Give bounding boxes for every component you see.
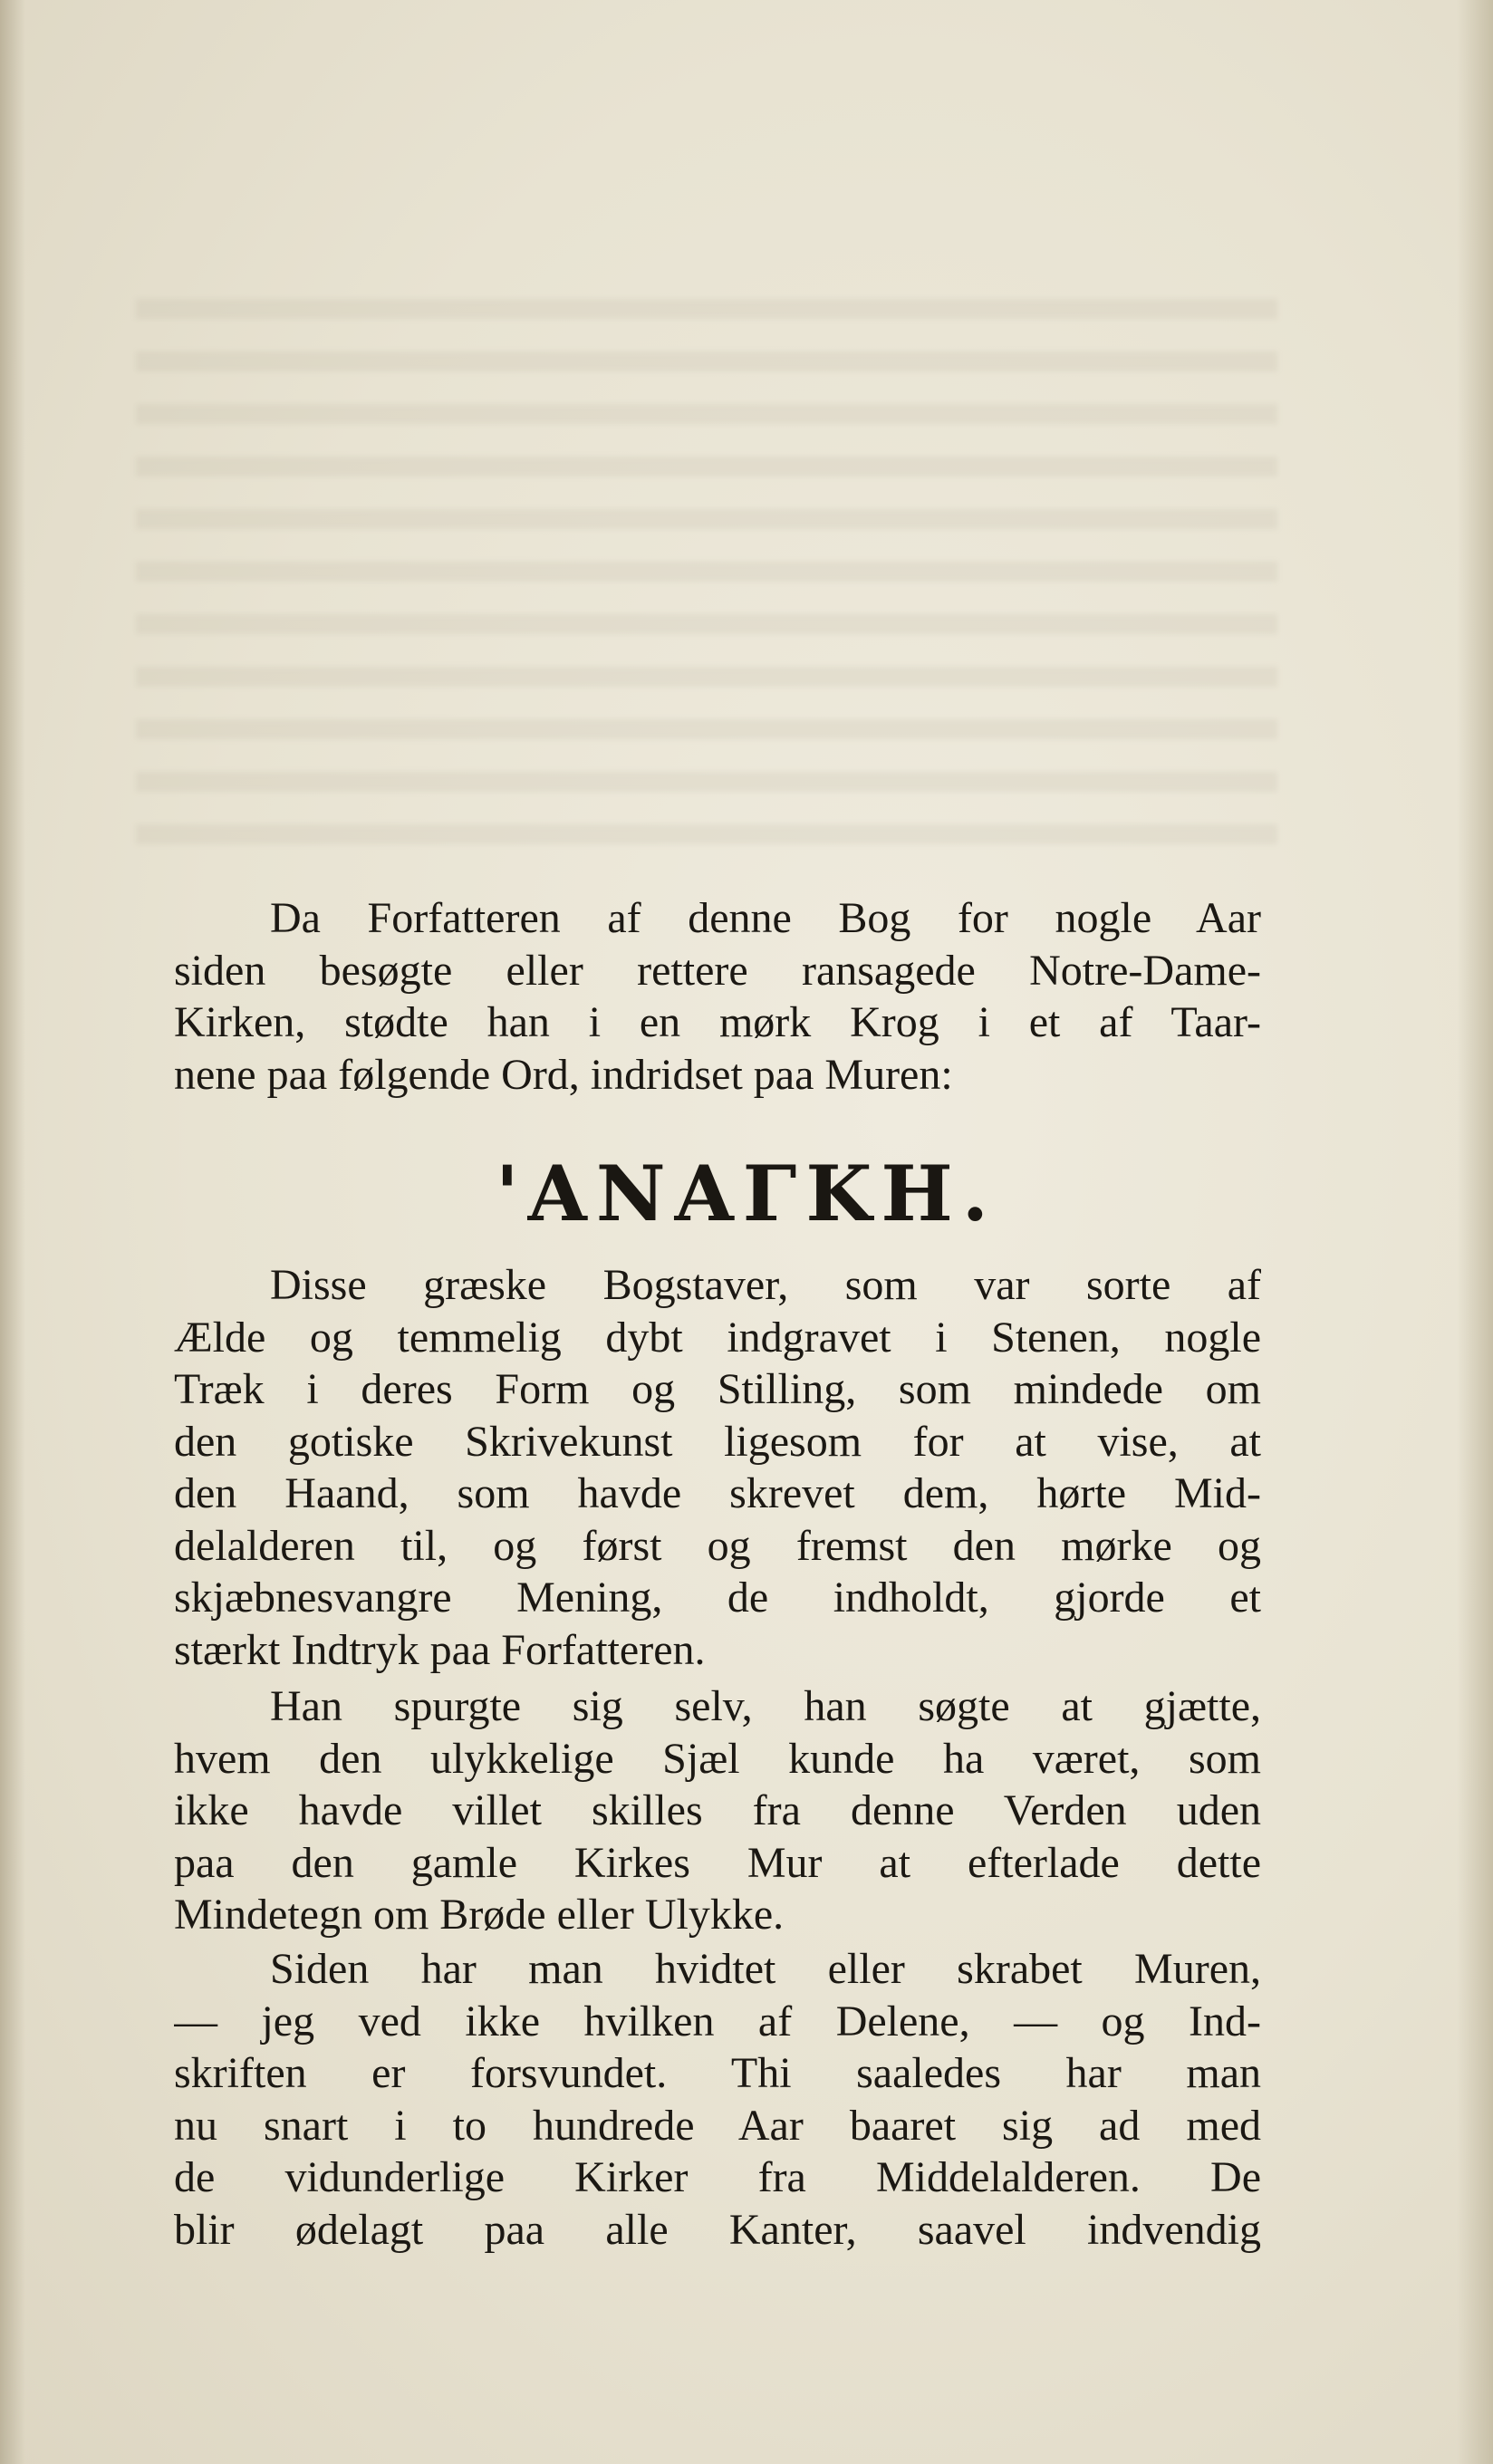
text-line: Da Forfatteren af denne Bog for nogle Aar [270, 894, 1261, 942]
paragraph-4 [174, 1943, 1261, 2256]
paragraph-2 [174, 1259, 1261, 1676]
text-line: Han spurgte sig selv, han søgte at gjætte, [270, 1682, 1261, 1730]
text-line: hvem den ulykkelige Sjæl kunde ha været, som [174, 1734, 1261, 1783]
text-line: blir ødelagt paa alle Kanter, saavel indvendig [174, 2205, 1261, 2254]
text-line: paa den gamle Kirkes Mur at efterlade dette [174, 1838, 1261, 1887]
reverse-side-bleed-through [136, 272, 1277, 852]
text-line: nu snart i to hundrede Aar baaret sig ad med [174, 2101, 1261, 2150]
text-line: siden besøgte eller rettere ransagede Notre-Dame- [174, 946, 1261, 995]
paragraph-3 [174, 1680, 1261, 1941]
text-line: ikke havde villet skilles fra denne Verden uden [174, 1786, 1261, 1834]
text-line: Siden har man hvidtet eller skrabet Muren, [270, 1945, 1261, 1993]
text-line: Træk i deres Form og Stilling, som mindede om [174, 1365, 1261, 1413]
text-line: skriften er forsvundet. Thi saaledes har man [174, 2049, 1261, 2097]
greek-inscription-heading: 'ANAΓKH. [495, 1149, 998, 1238]
text-line: Disse græske Bogstaver, som var sorte af [270, 1261, 1261, 1309]
paragraph-1 [174, 892, 1261, 1101]
text-line: den gotiske Skrivekunst ligesom for at vise, at [174, 1417, 1261, 1466]
text-line: skjæbnesvangre Mening, de indholdt, gjorde et [174, 1574, 1261, 1622]
text-line: de vidunderlige Kirker fra Middelalderen. De [174, 2153, 1261, 2201]
text-line: Mindetegn om Brøde eller Ulykke. [174, 1891, 785, 1939]
text-line: delalderen til, og først og fremst den mørke og [174, 1521, 1261, 1570]
text-line: stærkt Indtryk paa Forfatteren. [174, 1625, 706, 1674]
text-line: den Haand, som havde skrevet dem, hørte Mid- [174, 1469, 1261, 1517]
text-line: Ælde og temmelig dybt indgravet i Stenen, nogle [174, 1313, 1261, 1362]
text-line: — jeg ved ikke hvilken af Delene, — og Ind- [174, 1997, 1261, 2045]
text-line: nene paa følgende Ord, indridset paa Muren: [174, 1050, 953, 1099]
text-line: Kirken, stødte han i en mørk Krog i et af Taar- [174, 998, 1261, 1046]
